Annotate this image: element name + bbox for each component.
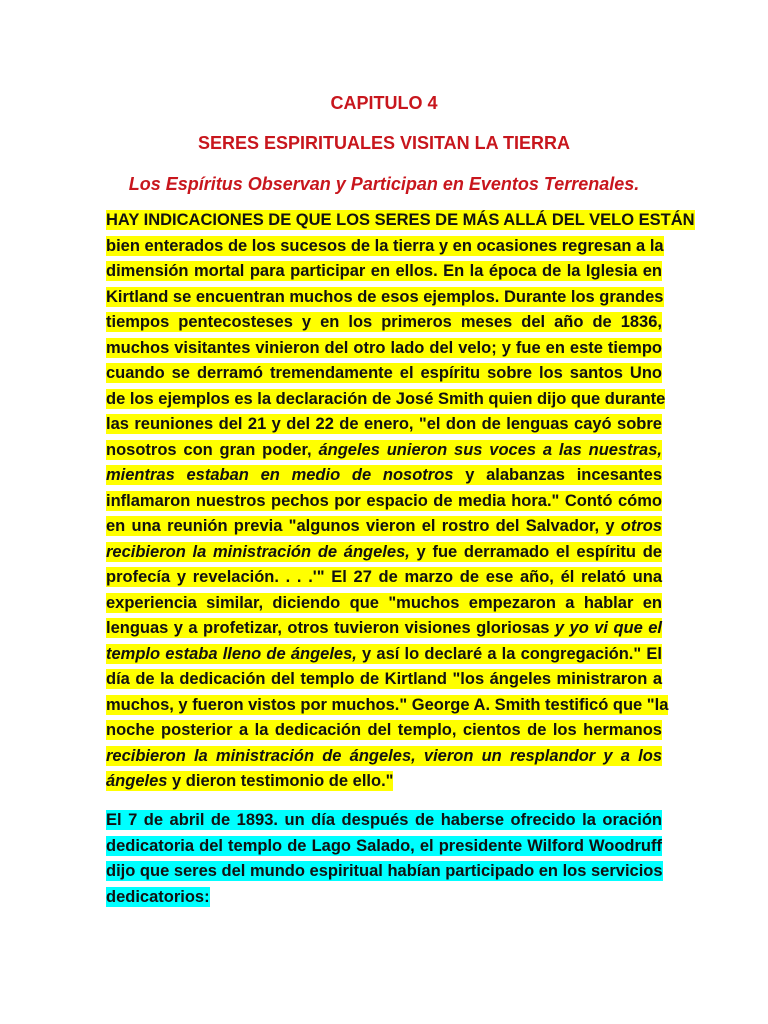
text-line: templo estaba lleno de ángeles, y así lo declaré a la congregación." El — [106, 644, 662, 663]
text-line: inflamaron nuestros pechos por espacio de media hora." Contó cómo — [106, 491, 662, 510]
italic-emphasis: recibieron la ministración de ángeles, — [106, 542, 410, 561]
text-line: cuando se derramó tremendamente el espíritu sobre los santos Uno — [106, 364, 662, 382]
text-line: muchos visitantes vinieron del otro lado del velo; y fue en este tiempo — [106, 338, 662, 357]
text-line: dimensión mortal para participar en ellos. En la época de la Iglesia en — [106, 262, 662, 280]
chapter-subtitle: Los Espíritus Observan y Participan en Eventos Terrenales. — [128, 174, 640, 194]
chapter-heading: CAPITULO 4 — [330, 93, 438, 113]
italic-emphasis: mientras estaban en medio de nosotros — [106, 466, 454, 484]
text-line: noche posterior a la dedicación del templo, cientos de los hermanos — [106, 721, 662, 739]
paragraph-highlighted-cyan — [106, 808, 662, 910]
text-line: día de la dedicación del templo de Kirtland "los ángeles ministraron a — [106, 670, 662, 688]
italic-emphasis: otros — [620, 517, 662, 535]
text-line: bien enterados de los sucesos de la tierra y en ocasiones regresan a la — [106, 236, 664, 255]
text-line: experiencia similar, diciendo que "muchos empezaron a hablar en — [106, 593, 662, 612]
text-line: HAY INDICACIONES DE QUE LOS SERES DE MÁS ALLÁ DEL VELO ESTÁN — [106, 211, 695, 229]
text-line: dedicatoria del templo de Lago Salado, el presidente Wilford Woodruff — [106, 836, 662, 855]
paragraph-highlighted-yellow — [106, 208, 695, 795]
italic-emphasis: ángeles — [106, 772, 168, 790]
text-line: las reuniones del 21 y del 22 de enero, "el don de lenguas cayó sobre — [106, 415, 662, 433]
text-line: dijo que seres del mundo espiritual habían participado en los servicios — [106, 862, 663, 880]
italic-emphasis: templo estaba lleno de ángeles, — [106, 644, 357, 663]
text-line: en una reunión previa "algunos vieron el rostro del Salvador, y otros — [106, 517, 662, 535]
chapter-title: SERES ESPIRITUALES VISITAN LA TIERRA — [197, 133, 571, 153]
text-line: recibieron la ministración de ángeles, y fue derramado el espíritu de — [106, 542, 662, 561]
text-line: lenguas y a profetizar, otros tuvieron visiones gloriosas y yo vi que el — [106, 619, 662, 637]
text-line: dedicatorios: — [106, 887, 210, 906]
text-line: nosotros con gran poder, ángeles unieron sus voces a las nuestras, — [106, 440, 662, 459]
text-line: de los ejemplos es la declaración de José Smith quien dijo que durante — [106, 389, 666, 408]
text-line: muchos, y fueron vistos por muchos." George A. Smith testificó que "la — [106, 695, 669, 714]
text-line: ángeles y dieron testimonio de ello." — [106, 772, 394, 790]
text-line: mientras estaban en medio de nosotros y alabanzas incesantes — [106, 466, 662, 484]
text-line: Kirtland se encuentran muchos de esos ejemplos. Durante los grandes — [106, 287, 664, 306]
text-line: tiempos pentecosteses y en los primeros meses del año de 1836, — [106, 313, 662, 331]
text-line: profecía y revelación. . . .'" El 27 de marzo de ese año, él relató una — [106, 568, 662, 586]
italic-emphasis: ángeles unieron sus voces a las nuestras, — [318, 440, 662, 459]
italic-emphasis: y yo vi que el — [554, 619, 662, 637]
text-line — [106, 744, 662, 770]
italic-emphasis: recibieron la ministración de ángeles, vieron un resplandor y a los — [106, 746, 662, 765]
text-line: El 7 de abril de 1893. un día después de haberse ofrecido la oración — [106, 811, 662, 829]
